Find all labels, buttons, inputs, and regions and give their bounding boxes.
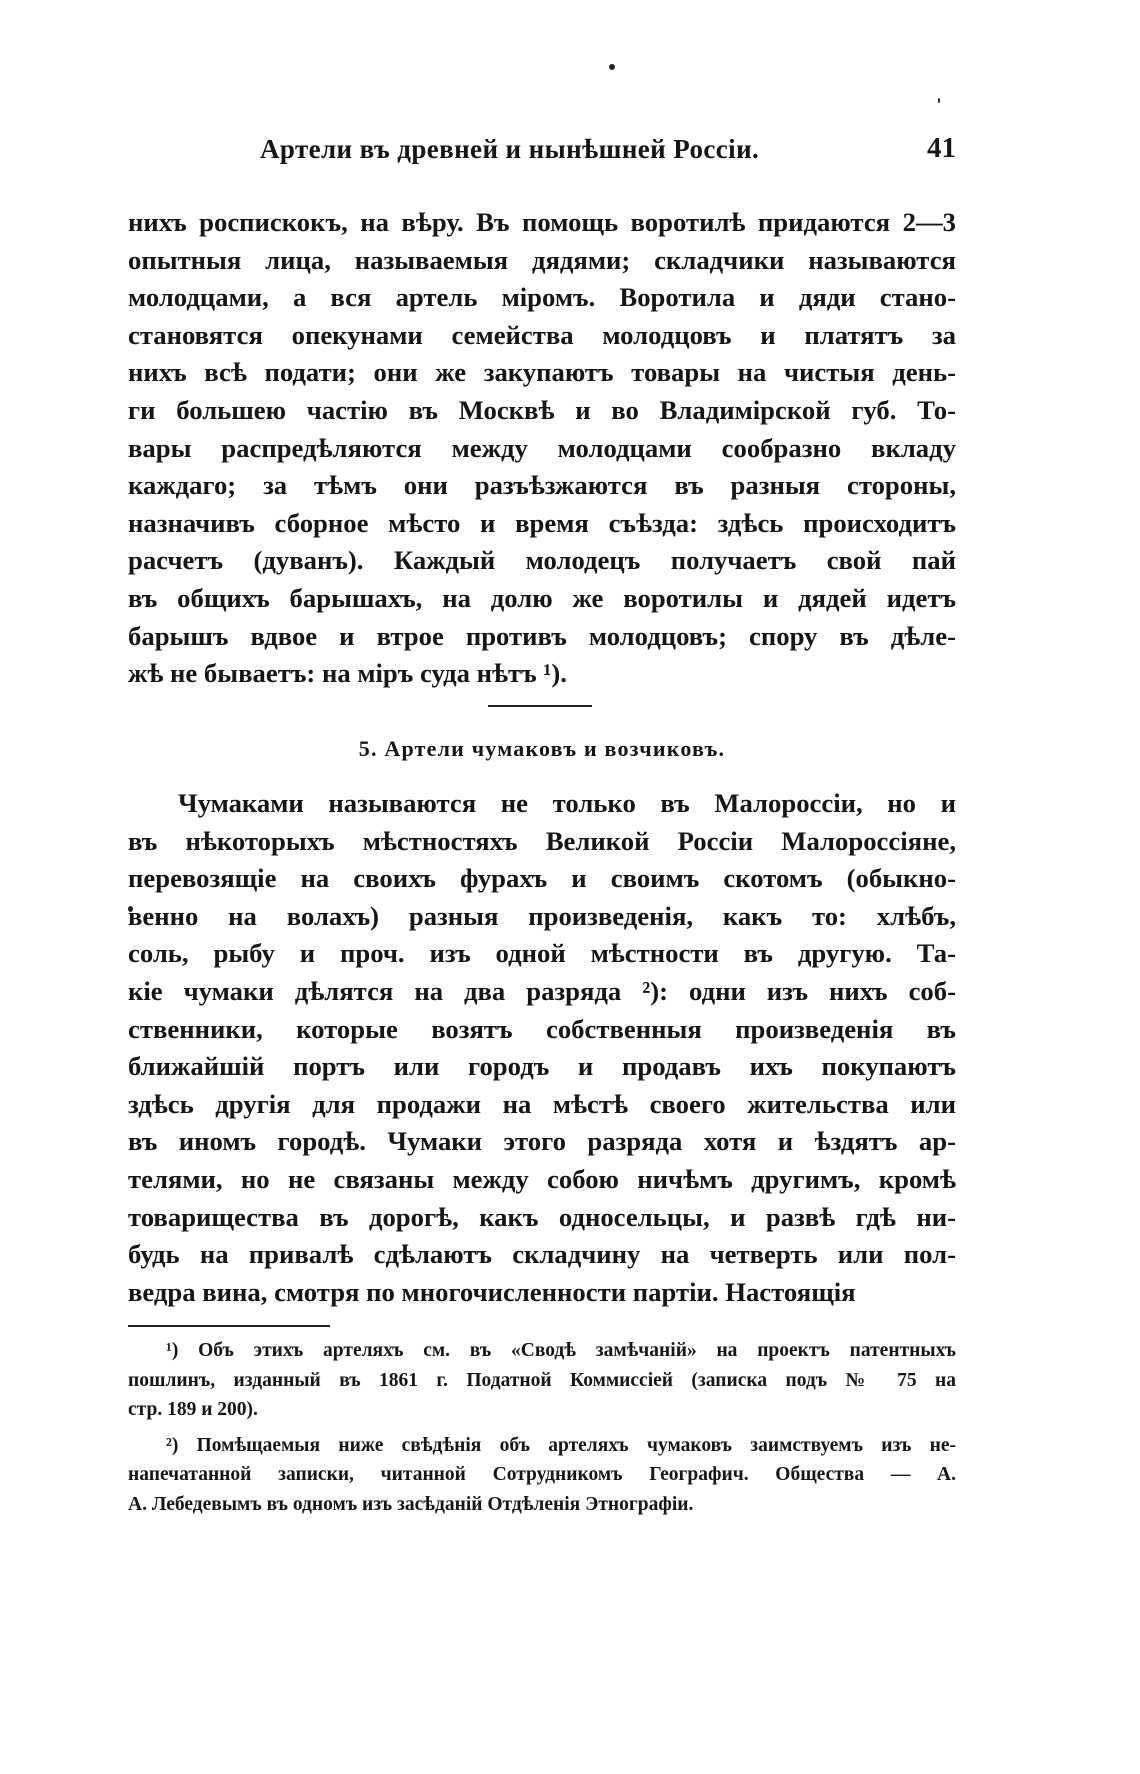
text-line: жѣ не бываетъ: на міръ суда нѣтъ ¹).	[128, 658, 567, 689]
text-line: расчетъ (дуванъ). Каждый молодецъ получаетъ свой пай	[128, 545, 956, 576]
text-line: каждаго; за тѣмъ они разъѣзжаются въ разныя стороны,	[128, 470, 956, 501]
footnote-line: напечатанной записки, читанной Сотрудникомъ Географич. Общества — А.	[128, 1464, 956, 1485]
text-line: кіе чумаки дѣлятся на два разряда ²): одни изъ нихъ соб-	[128, 975, 956, 1006]
footnotes	[128, 1336, 956, 1519]
text-line: ственники, которые возятъ собственныя произведенія въ	[128, 1013, 956, 1044]
text-line: соль, рыбу и проч. изъ одной мѣстности въ другую. Та-	[128, 938, 956, 969]
text-line: ближайшій портъ или городъ и продавъ ихъ покупаютъ	[128, 1051, 956, 1082]
text-line: назначивъ сборное мѣсто и время съѣзда: здѣсь происходитъ	[128, 507, 956, 538]
footnote-line: ¹) Объ этихъ артеляхъ см. въ «Сводѣ замѣчаній» на проектъ патентныхъ	[166, 1340, 956, 1361]
text-line: молодцами, а вся артель міромъ. Воротила и дяди стано-	[128, 282, 956, 313]
text-line: Чумаками называются не только въ Малороссіи, но и	[178, 788, 956, 818]
page-header	[128, 134, 956, 174]
text-line: будь на привалѣ сдѣлаютъ складчину на четверть или пол-	[128, 1239, 956, 1270]
footnote-line: А. Лебедевымъ въ одномъ изъ засѣданій Отдѣленія Этнографіи.	[128, 1493, 694, 1515]
section-heading: 5. Артели чумаковъ и возчиковъ.	[358, 736, 726, 761]
text-line: опытныя лица, называемыя дядями; складчики называются	[128, 244, 956, 275]
text-line: здѣсь другія для продажи на мѣстѣ своего жительства или	[128, 1088, 956, 1119]
footnote-rule	[128, 1325, 330, 1327]
text-line: венно на волахъ) разныя произведенія, какъ то: хлѣбъ,	[128, 900, 956, 931]
paragraph-1	[128, 204, 956, 693]
footnote-1	[128, 1336, 956, 1425]
running-title: Артели въ древней и нынѣшней Россіи.	[260, 134, 760, 164]
text-line: нихъ всѣ подати; они же закупаютъ товары на чистыя день-	[128, 357, 956, 388]
section-divider	[488, 705, 592, 707]
text-line: перевозящіе на своихъ фурахъ и своимъ скотомъ (обыкно-	[128, 863, 956, 894]
footnote-line: стр. 189 и 200).	[128, 1399, 258, 1420]
footnote-line: ²) Помѣщаемыя ниже свѣдѣнія объ артеляхъ чумаковъ заимствуемъ изъ не-	[166, 1434, 956, 1456]
text-line: товарищества въ дорогѣ, какъ односельцы, и развѣ гдѣ ни-	[128, 1201, 956, 1232]
scan-speck	[938, 98, 940, 103]
footnote-2	[128, 1431, 956, 1520]
text-line: въ иномъ городѣ. Чумаки этого разряда хотя и ѣздятъ ар-	[128, 1126, 956, 1157]
text-line: барышъ вдвое и втрое противъ молодцовъ; спору въ дѣле-	[128, 620, 956, 651]
text-line: нихъ роспискокъ, на вѣру. Въ помощь воротилѣ придаются 2—3	[128, 207, 956, 237]
scan-speck	[609, 64, 615, 70]
text-line: ги большею частію въ Москвѣ и во Владимірской губ. То-	[128, 394, 956, 425]
text-line: телями, но не связаны между собою ничѣмъ другимъ, кромѣ	[128, 1163, 956, 1194]
text-line: ведра вина, смотря по многочисленности партіи. Настоящія	[128, 1276, 856, 1307]
text-line: въ общихъ барышахъ, на долю же воротилы и дядей идетъ	[128, 582, 956, 613]
text-line: вары распредѣляются между молодцами сообразно вкладу	[128, 432, 956, 463]
paragraph-2	[128, 785, 956, 1311]
footnote-line: пошлинъ, изданный въ 1861 г. Податной Коммиссіей (записка подъ № 75 на	[128, 1369, 956, 1391]
text-line: становятся опекунами семейства молодцовъ и платятъ за	[128, 319, 956, 350]
page-number: 41	[927, 132, 956, 164]
text-line: въ нѣкоторыхъ мѣстностяхъ Великой Россіи Малороссіяне,	[128, 825, 956, 856]
